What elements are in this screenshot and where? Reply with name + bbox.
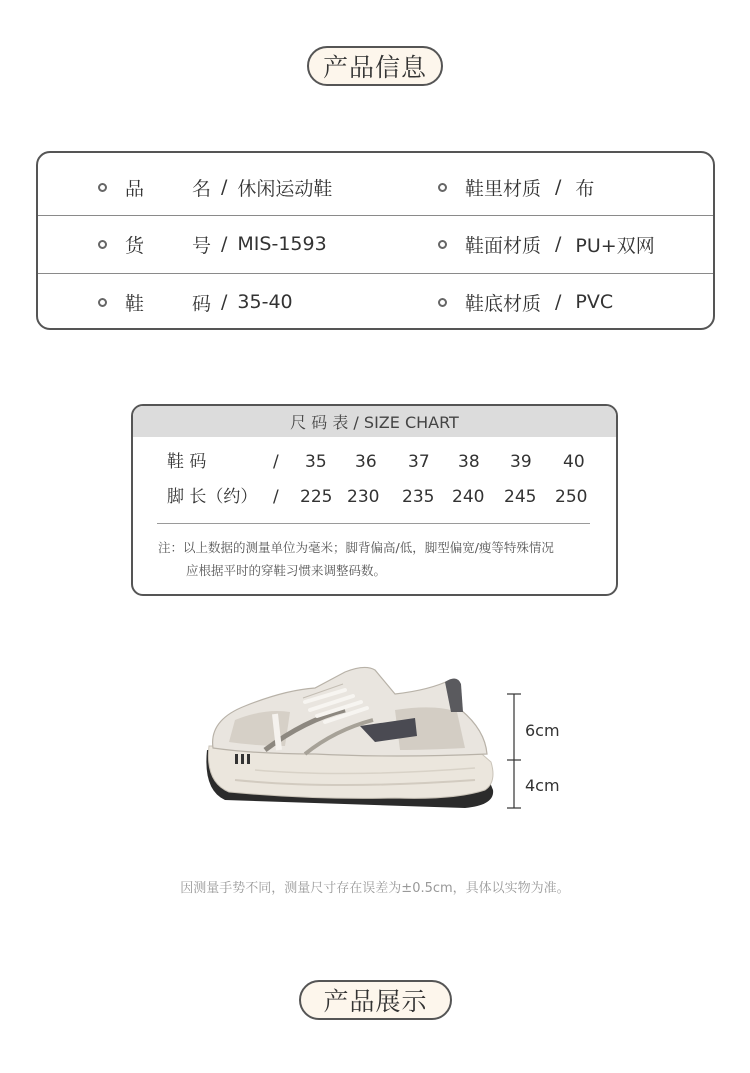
separator: / (555, 176, 562, 198)
size-cell: 40 (563, 452, 585, 472)
info-cell (438, 274, 613, 330)
bullet-icon (438, 183, 447, 192)
info-row (38, 273, 713, 331)
bullet-icon (438, 298, 447, 307)
separator: / (221, 291, 228, 313)
info-label: 货号 (125, 234, 211, 257)
info-value: 布 (575, 177, 595, 200)
length-cell: 245 (504, 487, 537, 507)
length-cell: 240 (452, 487, 485, 507)
info-cell (98, 159, 332, 215)
info-value: MIS-1593 (237, 233, 327, 255)
dimension-marker (507, 694, 521, 808)
length-cell: 250 (555, 487, 588, 507)
info-value: PU+双网 (575, 234, 655, 257)
info-value: 35-40 (237, 291, 293, 313)
info-value: PVC (575, 291, 614, 313)
info-label: 品名 (125, 177, 211, 200)
length-cell: 235 (402, 487, 435, 507)
product-info-table (36, 151, 715, 330)
separator: / (273, 452, 279, 472)
info-label: 鞋面材质 (465, 234, 542, 257)
divider (157, 523, 590, 524)
size-row (133, 482, 616, 512)
info-cell (438, 159, 594, 215)
size-cell: 35 (305, 452, 327, 472)
info-row (38, 215, 713, 273)
note-line: 应根据平时的穿鞋习惯来调整码数。 (186, 563, 387, 578)
length-cell: 225 (300, 487, 333, 507)
bullet-icon (98, 240, 107, 249)
measurement-disclaimer: 因测量手势不同，测量尺寸存在误差为±0.5cm，具体以实物为准。 (180, 881, 570, 896)
info-row (38, 159, 713, 217)
upper-height-label: 6cm (525, 721, 560, 740)
size-chart (131, 404, 618, 596)
size-cell: 39 (510, 452, 532, 472)
shoe-icon (195, 650, 575, 830)
separator: / (273, 487, 279, 507)
info-value: 休闲运动鞋 (237, 177, 333, 200)
section-title-product-display: 产品展示 (299, 980, 452, 1020)
size-cell: 36 (355, 452, 377, 472)
separator: / (221, 176, 228, 198)
info-label: 鞋底材质 (465, 292, 542, 315)
note-line: 注：以上数据的测量单位为毫米；脚背偏高/低，脚型偏宽/瘦等特殊情况 (158, 540, 554, 555)
separator: / (221, 233, 228, 255)
info-cell (438, 216, 655, 272)
bullet-icon (438, 240, 447, 249)
bullet-icon (98, 298, 107, 307)
sole-height-label: 4cm (525, 776, 560, 795)
info-cell (98, 274, 293, 330)
separator: / (555, 233, 562, 255)
size-chart-note (158, 536, 598, 582)
size-chart-title: 尺 码 表 / SIZE CHART (133, 406, 616, 437)
section-title-product-info: 产品信息 (307, 46, 443, 86)
separator: / (555, 291, 562, 313)
shoe-illustration (195, 650, 575, 830)
size-row-label: 鞋 码 (167, 452, 207, 472)
size-cell: 38 (458, 452, 480, 472)
size-cell: 37 (408, 452, 430, 472)
size-row-label: 脚 长（约） (167, 487, 258, 507)
info-cell (98, 216, 327, 272)
bullet-icon (98, 183, 107, 192)
info-label: 鞋里材质 (465, 177, 542, 200)
length-cell: 230 (347, 487, 380, 507)
size-row (133, 447, 616, 477)
info-label: 鞋码 (125, 292, 211, 315)
